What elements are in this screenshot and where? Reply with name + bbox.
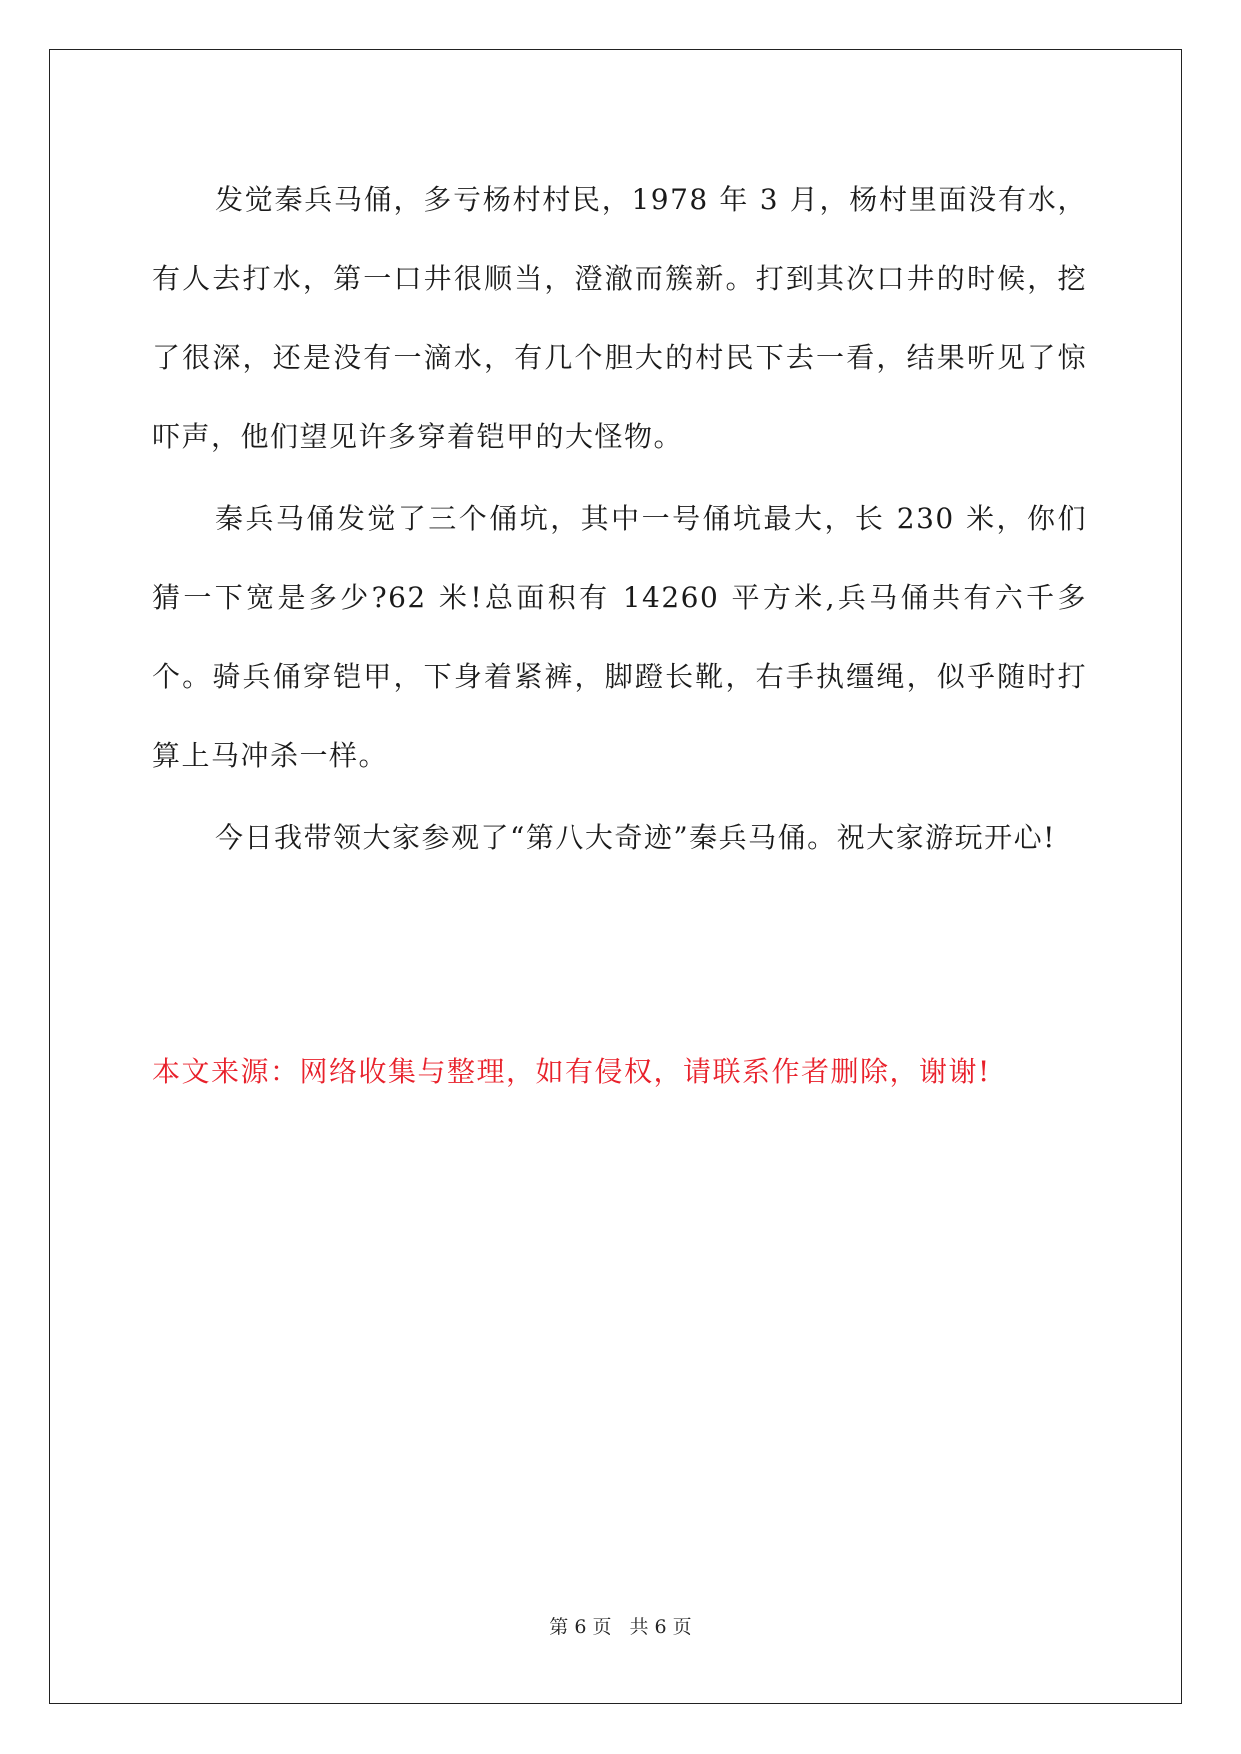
page-footer xyxy=(0,1612,1241,1639)
document-body xyxy=(152,160,1087,880)
page-number-total: 共 6 页 xyxy=(629,1616,692,1638)
page-number-current: 第 6 页 xyxy=(549,1616,612,1638)
paragraph-1: 发觉秦兵马俑，多亏杨村村民，1978 年 3 月，杨村里面没有水，有人去打水，第一口井很顺当，澄澈而簇新。打到其次口井的时候，挖了很深，还是没有一滴水，有几个胆大的村民下去一看，结果听见了惊吓声，他们望见许多穿着铠甲的大怪物。 xyxy=(152,183,1087,453)
source-note: 本文来源：网络收集与整理，如有侵权，请联系作者删除，谢谢! xyxy=(152,1055,991,1088)
paragraph-2: 秦兵马俑发觉了三个俑坑，其中一号俑坑最大，长 230 米，你们猜一下宽是多少?62 米!总面积有 14260 平方米,兵马俑共有六千多个。骑兵俑穿铠甲，下身着紧裤，脚蹬长靴，右手执缰绳，似乎随时打算上马冲杀一样。 xyxy=(152,502,1087,772)
paragraph-3: 今日我带领大家参观了“第八大奇迹”秦兵马俑。祝大家游玩开心! xyxy=(215,821,1056,854)
